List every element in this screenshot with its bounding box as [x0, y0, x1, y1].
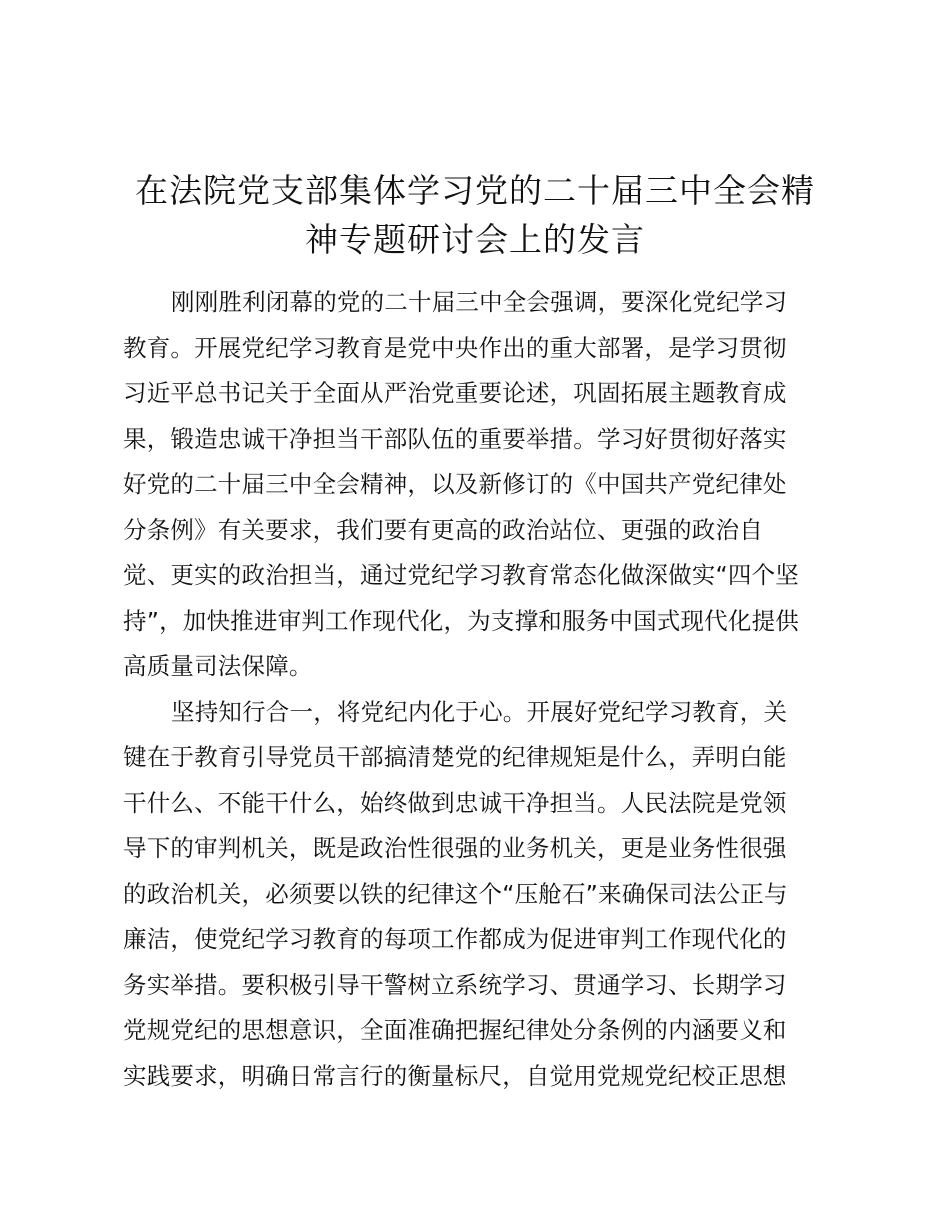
title-line: 神专题研讨会上的发言	[305, 220, 645, 259]
paragraph-line: 廉洁，使党纪学习教育的每项工作都成为促进审判工作现代化的	[123, 925, 787, 953]
paragraph-line: 习近平总书记关于全面从严治党重要论述，巩固拓展主题教育成	[123, 379, 787, 407]
document-body	[123, 280, 835, 1099]
paragraph-2	[123, 690, 835, 1100]
paragraph-line: 坚持知行合一，将党纪内化于心。开展好党纪学习教育，关	[171, 697, 788, 726]
paragraph-line: 党规党纪的思想意识，全面准确把握纪律处分条例的内涵要义和	[123, 1016, 787, 1044]
paragraph-line: 导下的审判机关，既是政治性很强的业务机关，更是业务性很强	[123, 834, 787, 862]
paragraph-line: 持”，加快推进审判工作现代化，为支撑和服务中国式现代化提供	[123, 606, 799, 635]
paragraph-line: 觉、更实的政治担当，通过党纪学习教育常态化做深做实“四个坚	[123, 561, 799, 589]
paragraph-line: 实践要求，明确日常言行的衡量标尺，自觉用党规党纪校正思想	[123, 1061, 787, 1090]
paragraph-line: 刚刚胜利闭幕的党的二十届三中全会强调，要深化党纪学习	[171, 288, 788, 316]
paragraph-line: 键在于教育引导党员干部搞清楚党的纪律规矩是什么，弄明白能	[123, 743, 787, 771]
paragraph-line: 的政治机关，必须要以铁的纪律这个“压舱石”来确保司法公正与	[123, 879, 788, 908]
paragraph-line: 教育。开展党纪学习教育是党中央作出的重大部署，是学习贯彻	[123, 333, 787, 362]
paragraph-line: 高质量司法保障。	[123, 652, 313, 680]
title-line: 在法院党支部集体学习党的二十届三中全会精	[135, 171, 815, 210]
paragraph-line: 干什么、不能干什么，始终做到忠诚干净担当。人民法院是党领	[123, 788, 787, 817]
paragraph-line: 果，锻造忠诚干净担当干部队伍的重要举措。学习好贯彻好落实	[123, 424, 787, 453]
paragraph-line: 分条例》有关要求，我们要有更高的政治站位、更强的政治自	[123, 515, 763, 544]
document-title	[110, 166, 840, 264]
paragraph-1	[123, 280, 835, 690]
paragraph-line: 务实举措。要积极引导干警树立系统学习、贯通学习、长期学习	[123, 970, 787, 999]
paragraph-line: 好党的二十届三中全会精神，以及新修订的《中国共产党纪律处	[123, 470, 787, 498]
